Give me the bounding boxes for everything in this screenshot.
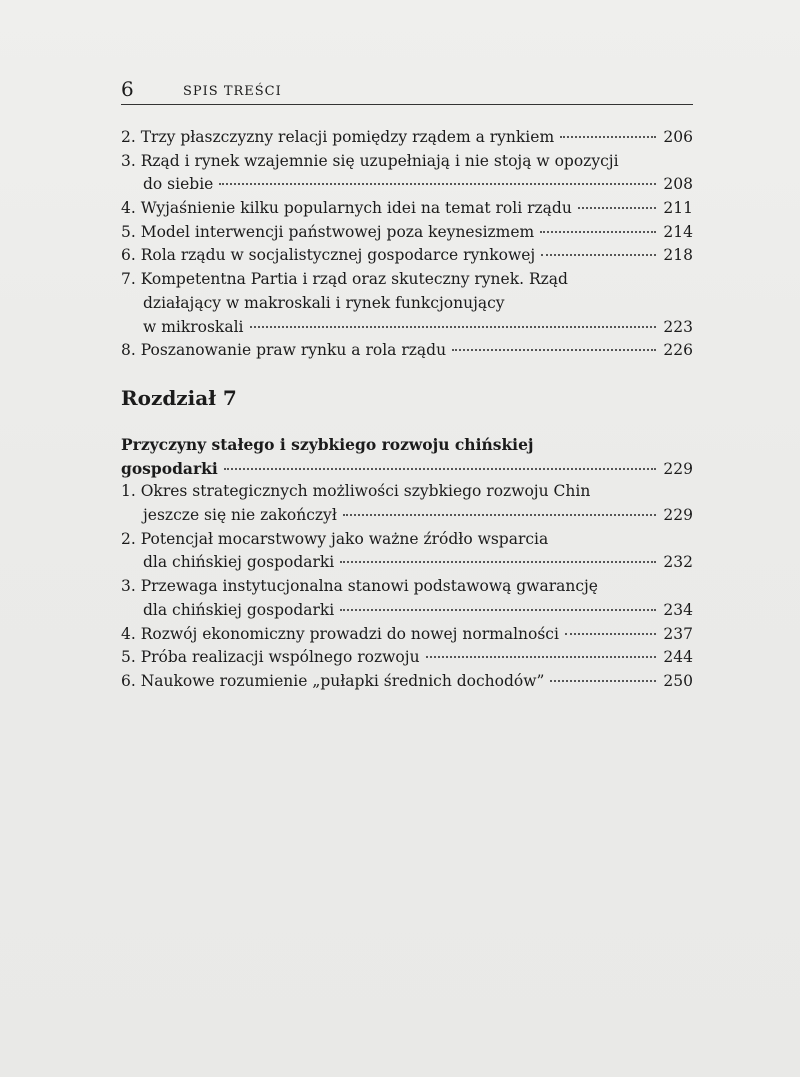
leader-dots <box>343 512 657 516</box>
toc-entry-text: działający w makroskali i rynek funkcjonujący <box>143 293 505 312</box>
toc-page-number: 229 <box>663 459 693 478</box>
page-number: 6 <box>121 77 134 101</box>
running-title: SPIS TREŚCI <box>183 84 282 99</box>
toc-page-number: 250 <box>663 671 693 690</box>
toc-page-number: 211 <box>663 199 693 218</box>
toc-entry-text: dla chińskiej gospodarki <box>143 553 335 572</box>
leader-dots <box>340 559 656 563</box>
leader-dots <box>340 607 656 611</box>
chapter-title-text: Przyczyny stałego i szybkiego rozwoju chińskiej <box>121 435 534 454</box>
toc-entry-text: jeszcze się nie zakończył <box>143 506 337 525</box>
toc-entry <box>121 339 693 363</box>
toc-page-number: 223 <box>663 317 693 336</box>
toc-list-chapter-7 <box>121 433 693 694</box>
toc-entry <box>121 221 693 245</box>
toc-entry <box>121 197 693 221</box>
toc-entry-text: dla chińskiej gospodarki <box>143 600 335 619</box>
leader-dots <box>578 205 657 209</box>
toc-entry-text: 7. Kompetentna Partia i rząd oraz skuteczny rynek. Rząd <box>121 270 568 289</box>
leader-dots <box>550 678 656 682</box>
toc-entry-text: 4. Wyjaśnienie kilku popularnych idei na temat roli rządu <box>121 199 572 218</box>
toc-entry <box>121 268 693 339</box>
leader-dots <box>224 466 657 470</box>
toc-page-number: 244 <box>663 648 693 667</box>
toc-page-number: 234 <box>663 600 693 619</box>
leader-dots <box>219 181 656 185</box>
toc-entry-text: do siebie <box>143 175 214 194</box>
running-header <box>121 78 693 105</box>
toc-entry-text: 2. Trzy płaszczyzny relacji pomiędzy rządem a rynkiem <box>121 128 555 146</box>
toc-entry-text: 2. Potencjał mocarstwowy jako ważne źródło wsparcia <box>121 529 549 548</box>
toc-page-number: 206 <box>663 128 693 146</box>
toc-page-number: 226 <box>663 341 693 360</box>
chapter-title-text: gospodarki <box>121 458 218 478</box>
toc-entry <box>121 480 693 527</box>
toc-page-number: 214 <box>663 222 693 241</box>
leader-dots <box>565 631 656 635</box>
toc-entry-text: 6. Rola rządu w socjalistycznej gospodarce rynkowej <box>121 246 536 265</box>
toc-entry-text: 8. Poszanowanie praw rynku a rola rządu <box>121 341 447 360</box>
leader-dots <box>540 229 656 233</box>
toc-page-number: 218 <box>663 246 693 265</box>
toc-entry <box>121 528 693 575</box>
toc-entry <box>121 623 693 647</box>
toc-entry <box>121 646 693 670</box>
leader-dots <box>426 654 657 658</box>
leader-dots <box>452 347 656 351</box>
leader-dots <box>250 324 657 328</box>
chapter-title-entry <box>121 433 693 480</box>
toc-entry-text: 5. Model interwencji państwowej poza keynesizmem <box>121 222 535 241</box>
toc-entry-text: 1. Okres strategicznych możliwości szybkiego rozwoju Chin <box>121 482 591 501</box>
toc-list-chapter-6 <box>121 126 693 363</box>
chapter-heading: Rozdział 7 <box>121 386 237 410</box>
toc-page-number: 229 <box>663 506 693 525</box>
toc-entry <box>121 575 693 622</box>
toc-entry <box>121 126 693 150</box>
toc-page-number: 232 <box>663 553 693 572</box>
leader-dots <box>560 134 656 138</box>
leader-dots <box>541 252 656 256</box>
toc-entry-text: 3. Rząd i rynek wzajemnie się uzupełniają i nie stoją w opozycji <box>121 151 619 170</box>
toc-entry-text: w mikroskali <box>143 317 244 336</box>
toc-entry-text: 3. Przewaga instytucjonalna stanowi podstawową gwarancję <box>121 577 598 596</box>
toc-page-number: 237 <box>663 624 693 643</box>
toc-entry <box>121 670 693 694</box>
toc-entry <box>121 150 693 197</box>
toc-entry-text: 6. Naukowe rozumienie „pułapki średnich dochodów” <box>121 671 545 690</box>
toc-entry <box>121 244 693 268</box>
toc-page-number: 208 <box>663 175 693 194</box>
toc-entry-text: 4. Rozwój ekonomiczny prowadzi do nowej normalności <box>121 624 559 643</box>
toc-entry-text: 5. Próba realizacji wspólnego rozwoju <box>121 648 420 667</box>
